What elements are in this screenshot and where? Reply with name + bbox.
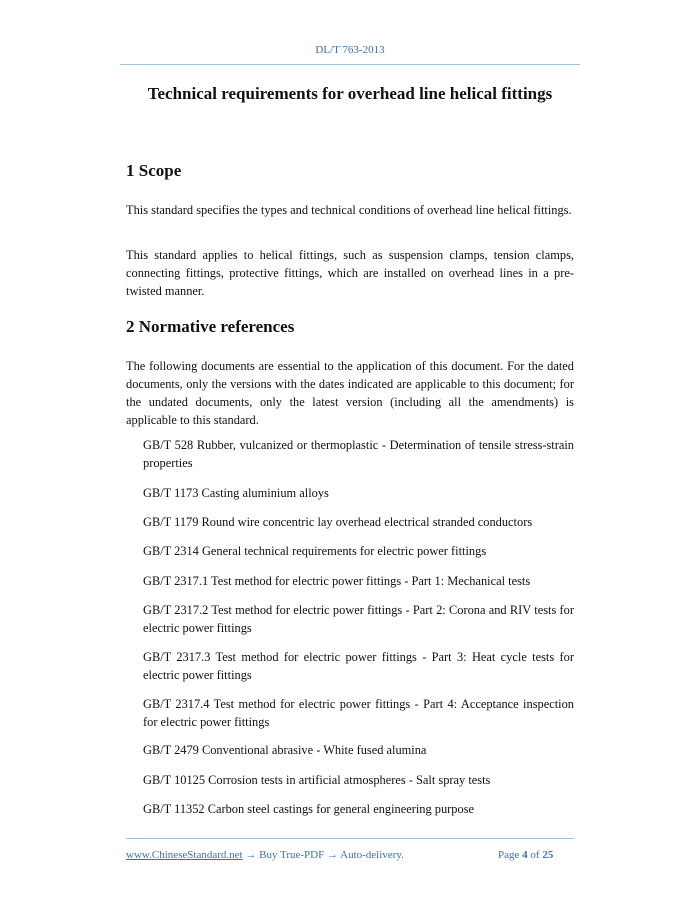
document-code-header: DL/T 763-2013 bbox=[315, 44, 385, 56]
page-number bbox=[498, 849, 553, 861]
buy-true-pdf-link[interactable]: Buy True-PDF bbox=[259, 849, 325, 861]
reference-item: GB/T 2317.4 Test method for electric power fittings - Part 4: Acceptance inspection for electric power fittings bbox=[143, 697, 574, 729]
page-current: 4 bbox=[522, 849, 528, 861]
reference-item: GB/T 11352 Carbon steel castings for general engineering purpose bbox=[143, 802, 475, 816]
page-title: Technical requirements for overhead line helical fittings bbox=[147, 84, 553, 103]
reference-item: GB/T 528 Rubber, vulcanized or thermoplastic - Determination of tensile stress-strain properties bbox=[143, 438, 574, 470]
reference-item: GB/T 2317.2 Test method for electric power fittings - Part 2: Corona and RIV tests for electric power fittings bbox=[143, 603, 574, 635]
scope-paragraph-2: This standard applies to helical fittings, such as suspension clamps, tension clamps, connecting fittings, protective fittings, which are installed on overhead lines in a pre-twisted manner. bbox=[126, 248, 574, 298]
auto-delivery-text: Auto-delivery. bbox=[340, 849, 404, 861]
arrow-right-icon: → bbox=[245, 849, 257, 861]
reference-item: GB/T 2317.3 Test method for electric power fittings - Part 3: Heat cycle tests for electric power fittings bbox=[143, 650, 574, 682]
page-label: Page bbox=[498, 849, 520, 861]
page-of-label: of bbox=[530, 849, 540, 861]
header-divider bbox=[120, 64, 580, 65]
chinesestandard-link[interactable]: www.ChineseStandard.net bbox=[126, 849, 243, 861]
scope-paragraph-1: This standard specifies the types and technical conditions of overhead line helical fittings. bbox=[126, 203, 572, 217]
reference-item: GB/T 2317.1 Test method for electric power fittings - Part 1: Mechanical tests bbox=[143, 574, 531, 588]
normative-intro-paragraph: The following documents are essential to the application of this document. For the dated documents, only the versions with the dates indicated are applicable to this document; for the undated documents, only the latest version (including all the amendments) is applicable to this standard. bbox=[126, 359, 574, 427]
footer-links bbox=[126, 849, 404, 861]
reference-item: GB/T 10125 Corrosion tests in artificial atmospheres - Salt spray tests bbox=[143, 773, 491, 787]
page-total: 25 bbox=[542, 849, 554, 861]
reference-item: GB/T 2314 General technical requirements for electric power fittings bbox=[143, 544, 487, 558]
section-heading-normative-references: 2 Normative references bbox=[126, 317, 295, 336]
footer-divider bbox=[126, 838, 574, 839]
section-heading-scope: 1 Scope bbox=[126, 161, 182, 180]
arrow-right-icon: → bbox=[326, 849, 338, 861]
reference-item: GB/T 1179 Round wire concentric lay overhead electrical stranded conductors bbox=[143, 515, 533, 529]
reference-item: GB/T 2479 Conventional abrasive - White fused alumina bbox=[143, 743, 427, 757]
reference-item: GB/T 1173 Casting aluminium alloys bbox=[143, 486, 329, 500]
